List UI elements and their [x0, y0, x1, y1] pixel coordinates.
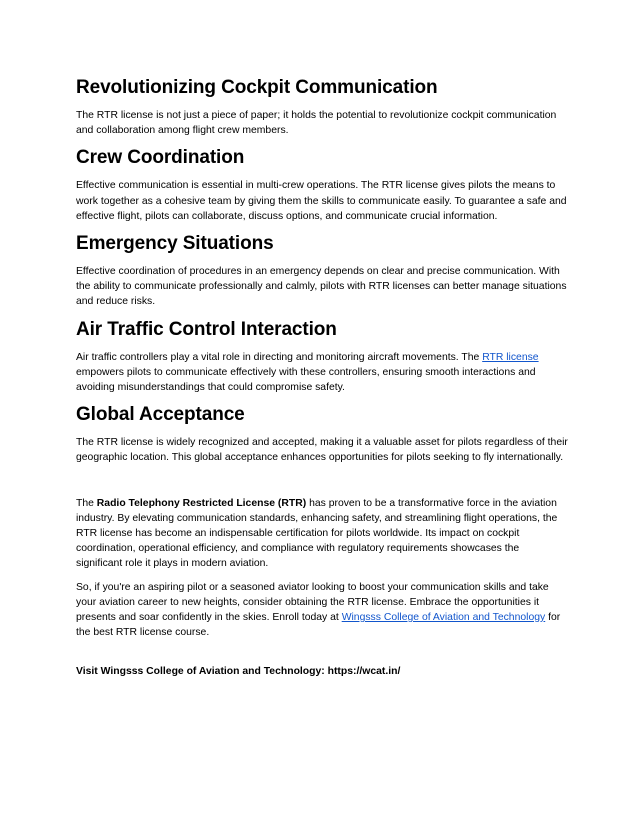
conclusion-text-after: has proven to be a transformative force in the aviation industry. By elevating communication standards, enhancing safety, and streamlining flight operations, the RTR license has become an indispensable certification for pilots worldwide. Its impact on cockpit coordination, operational efficiency, and compliance with regulatory requirements showcases the significant role it plays in modern aviation.: [76, 497, 558, 570]
visit-text: Visit Wingsss College of Aviation and Technology: https://wcat.in/: [76, 666, 401, 678]
atc-text-before: Air traffic controllers play a vital role in directing and monitoring aircraft movements. The: [76, 351, 483, 363]
heading-revolutionizing: Revolutionizing Cockpit Communication: [76, 77, 438, 98]
paragraph-conclusion: [76, 496, 568, 572]
rtr-full-name: Radio Telephony Restricted License (RTR): [96, 497, 307, 509]
paragraph-emergency-situations: Effective coordination of procedures in an emergency depends on clear and precise communication. With the ability to communicate professionally and calmly, pilots with RTR licenses can better manage situations and reduce risks.: [76, 266, 567, 308]
spacer: [76, 648, 568, 664]
spacer: [76, 474, 568, 496]
paragraph-crew-coordination: Effective communication is essential in multi-crew operations. The RTR license gives pilots the means to work together as a cohesive team by giving them the skills to communicate easily. To guarantee a safe and effective flight, pilots can collaborate, discuss options, and communicate crucial information.: [76, 180, 567, 222]
paragraph-atc-interaction: [76, 350, 568, 396]
heading-emergency-situations: Emergency Situations: [76, 233, 274, 255]
paragraph-revolutionizing: The RTR license is not just a piece of paper; it holds the potential to revolutionize cockpit communication and collaboration among flight crew members.: [76, 110, 557, 137]
cta-text-after: for the best RTR license course.: [76, 612, 561, 639]
cta-text-before: So, if you're an aspiring pilot or a seasoned aviator looking to boost your communication skills and take your aviation career to new heights, consider obtaining the RTR license. Embrace the opportunities it presents and soar confidently in the skies. Enroll today at: [76, 581, 549, 624]
heading-global-acceptance: Global Acceptance: [76, 404, 245, 426]
paragraph-global-acceptance: The RTR license is widely recognized and accepted, making it a valuable asset for pilots regardless of their geographic location. This global acceptance enhances opportunities for pilots seeking to fly internationally.: [76, 437, 568, 464]
visit-line: [76, 664, 568, 679]
wingsss-college-link[interactable]: Wingsss College of Aviation and Technology: [341, 612, 546, 624]
heading-crew-coordination: Crew Coordination: [76, 147, 245, 169]
paragraph-call-to-action: [76, 580, 568, 641]
heading-atc-interaction: Air Traffic Control Interaction: [76, 318, 337, 340]
rtr-license-link[interactable]: RTR license: [482, 351, 539, 363]
atc-text-after: empowers pilots to communicate effectively with these controllers, ensuring smooth interactions and avoiding misunderstandings that could compromise safety.: [76, 366, 536, 394]
conclusion-text-before: The: [76, 497, 97, 509]
